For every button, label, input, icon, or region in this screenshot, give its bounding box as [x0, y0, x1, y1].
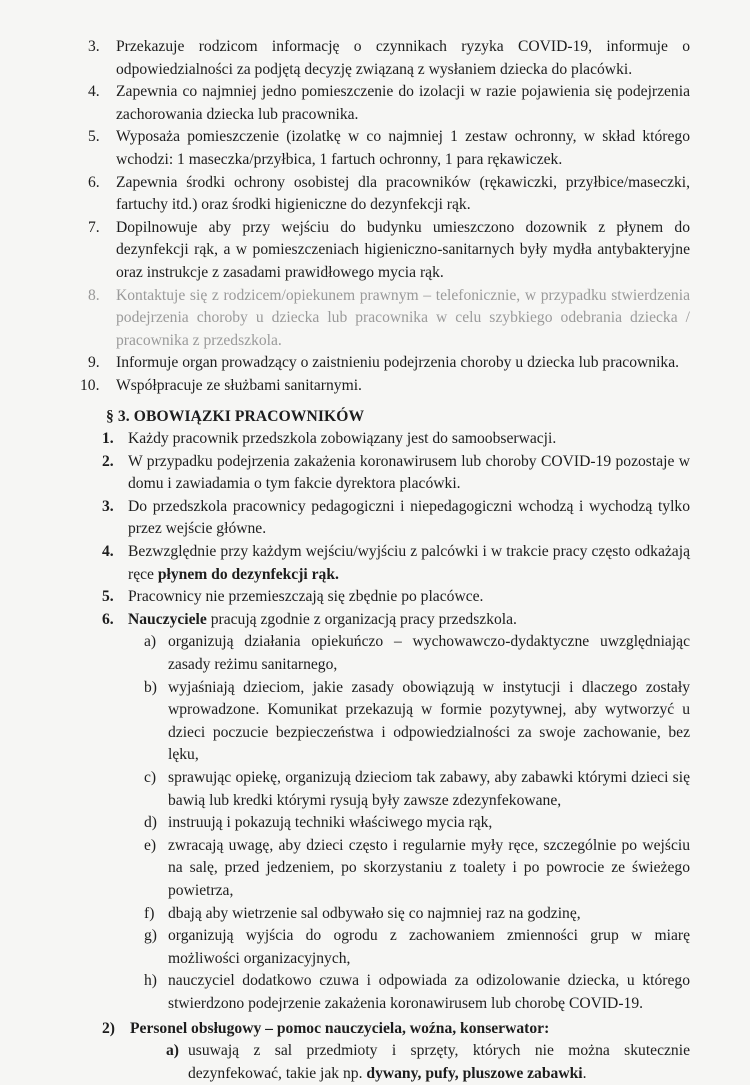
item-text: Przekazuje rodzicom informację o czynnikach ryzyka COVID-19, informuje o odpowiedzialności za podjętą decyzję związaną z wysłaniem dziecka do placówki. — [116, 38, 690, 78]
item-text: Do przedszkola pracownicy pedagogiczni i niepedagogiczni wchodzą i wychodzą tylko przez wejście główne. — [128, 497, 690, 538]
item-number: 7. — [88, 218, 100, 236]
item-letter: b) — [144, 678, 157, 696]
item-number: 10. — [80, 376, 100, 394]
item-letter: c) — [144, 769, 157, 786]
item-number: 3. — [88, 38, 100, 55]
item-text-bold: płynem do dezynfekcji rąk. — [157, 565, 339, 583]
item-letter: h) — [144, 972, 157, 990]
sublist-item — [130, 970, 690, 1015]
list-item-faded — [88, 285, 690, 353]
list-item — [88, 496, 690, 541]
item-text — [128, 609, 690, 632]
staff-heading — [88, 1018, 690, 1041]
list-item — [88, 352, 690, 375]
item-text: Pracownicy nie przemieszczają się zbędnie po placówce. — [128, 588, 484, 606]
sublist-item — [130, 903, 690, 926]
item-number: 3. — [102, 497, 114, 515]
item-number: 2) — [102, 1019, 115, 1037]
section3-list — [88, 428, 690, 1085]
item-number: 1. — [102, 430, 114, 448]
sublist-item — [152, 1040, 690, 1085]
item-text — [128, 541, 690, 586]
item-text: organizują wyjścia do ogrodu z zachowaniem zmienności grup w miarę możliwości organizacyjnych, — [168, 927, 690, 967]
item-text: Zapewnia co najmniej jedno pomieszczenie do izolacji w razie pojawienia się podejrzenia zachorowania dziecka lub pracownika. — [116, 83, 690, 123]
list-item — [88, 217, 690, 285]
item-number: 4. — [88, 83, 100, 101]
list-item — [88, 586, 690, 609]
item-text: W przypadku podejrzenia zakażenia koronawirusem lub choroby COVID-19 pozostaje w domu i zawiadamia o tym fakcie dyrektora placówki. — [128, 452, 690, 493]
sublist-item — [130, 631, 690, 676]
sublist-item — [130, 835, 690, 903]
item-number: 9. — [88, 354, 100, 372]
item-text-tail: . — [582, 1064, 587, 1082]
item-text: sprawując opiekę, organizują dzieciom tak zabawy, aby zabawki którymi dzieci się bawią lub kredki którymi rysują były zawsze zdezynfekowane, — [168, 769, 690, 809]
item-text — [188, 1040, 690, 1085]
list-top — [80, 36, 690, 398]
item-number: 2. — [102, 452, 114, 470]
item-number: 8. — [88, 286, 100, 304]
item-letter: a) — [166, 1042, 179, 1060]
item-letter: a) — [144, 633, 157, 651]
item-text: wyjaśniają dzieciom, jakie zasady obowiązują w instytucji i dlaczego zostały wprowadzone. Komunikat przekazują w formie pozytywnej, aby wytworzyć u dzieci poczucie bezpieczeństwa i odpowiedzialności za swoje zachowanie, bez lęku, — [168, 678, 690, 764]
item-letter: d) — [144, 814, 157, 832]
item-text-main: pracują zgodnie z organizacją pracy przedszkola. — [206, 610, 517, 628]
sublist-item — [130, 677, 690, 767]
list-item — [88, 428, 690, 451]
item-letter: f) — [144, 904, 155, 922]
item-text: Dopilnowuje aby przy wejściu do budynku umieszczono dozownik z płynem do dezynfekcji rąk, a w pomieszczeniach higieniczno-sanitarnych były mydła antybakteryjne oraz instrukcje z zasadami prawidłowego mycia rąk. — [116, 218, 690, 281]
sublist-item — [130, 767, 690, 812]
list-item — [88, 451, 690, 496]
item-text: nauczyciel dodatkowo czuwa i odpowiada za odizolowanie dziecka, u którego stwierdzono podejrzenie zakażenia koronawirusem lub chorobę COVID-19. — [168, 972, 690, 1012]
item-number: 5. — [102, 588, 114, 606]
item-text: instruują i pokazują techniki właściwego mycia rąk, — [168, 814, 493, 832]
item-text: Informuje organ prowadzący o zaistnieniu podejrzenia choroby u dziecka lub pracownika. — [116, 354, 680, 372]
item-text: Kontaktuje się z rodzicem/opiekunem prawnym – telefonicznie, w przypadku stwierdzenia podejrzenia choroby u dziecka lub pracownika w celu szybkiego odebrania dziecka / pracownika z przedszkola. — [116, 286, 690, 349]
item-number: 4. — [102, 543, 114, 561]
item-text-prefix: ręce — [128, 565, 158, 583]
item-text-main: Bezwzględnie przy każdym wejściu/wyjściu z palcówki i w trakcie pracy często odkażają — [128, 543, 690, 561]
item-text-bold: Nauczyciele — [128, 610, 207, 628]
list-item — [88, 609, 690, 632]
item-number: 6. — [102, 610, 114, 628]
list-item — [80, 375, 690, 398]
item-number: 5. — [88, 128, 100, 146]
item-number: 6. — [88, 173, 100, 191]
item-text: Wyposaża pomieszczenie (izolatkę w co najmniej 1 zestaw ochronny, w skład którego wchodzi: 1 maseczka/przyłbica, 1 fartuch ochronny, 1 para rękawiczek. — [116, 128, 690, 168]
item-text-main: usuwają z sal przedmioty i sprzęty, których nie można skutecznie dezynfekować, takie jak np. — [188, 1042, 690, 1082]
staff-sublist — [88, 1040, 690, 1085]
item-text: zwracają uwagę, aby dzieci często i regularnie myły ręce, szczególnie po wejściu na salę, przed jedzeniem, po skorzystaniu z toalety i po powrocie ze świeżego powietrza, — [168, 836, 690, 899]
list-item — [88, 126, 690, 171]
sublist-item — [130, 812, 690, 835]
list-item — [88, 36, 690, 81]
item-text: organizują działania opiekuńczo – wychowawczo-dydaktyczne uwzględniając zasady reżimu sanitarnego, — [168, 633, 690, 674]
teachers-sublist — [88, 631, 690, 1015]
staff-title: Personel obsługowy – pomoc nauczyciela, woźna, konserwator: — [130, 1019, 550, 1037]
section-title: § 3. OBOWIĄZKI PRACOWNIKÓW — [106, 407, 365, 425]
item-text: Współpracuje ze służbami sanitarnymi. — [116, 376, 362, 394]
item-text: Każdy pracownik przedszkola zobowiązany jest do samoobserwacji. — [128, 430, 557, 448]
item-text-bold: dywany, pufy, pluszowe zabawki — [366, 1064, 583, 1082]
sublist-item — [130, 925, 690, 970]
item-text: dbają aby wietrzenie sal odbywało się co najmniej raz na godzinę, — [168, 904, 581, 922]
item-letter: e) — [144, 836, 157, 854]
item-letter: g) — [144, 927, 157, 945]
list-item — [88, 172, 690, 217]
list-item — [88, 81, 690, 126]
list-item — [88, 541, 690, 586]
item-text: Zapewnia środki ochrony osobistej dla pracowników (rękawiczki, przyłbice/maseczki, fartuchy itd.) oraz środki higieniczne do dezynfekcji rąk. — [116, 173, 690, 214]
